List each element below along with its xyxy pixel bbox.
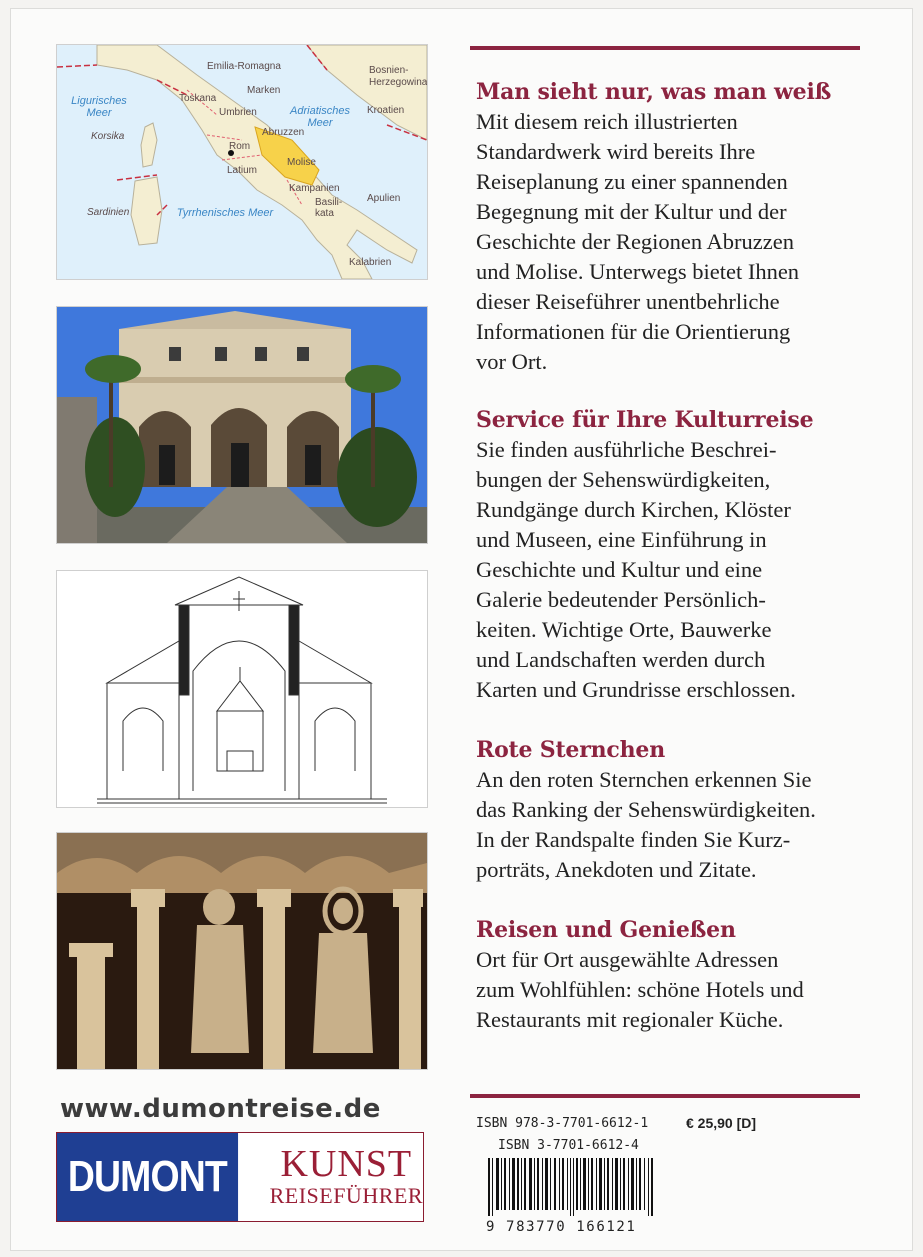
cross-section-image: [57, 571, 427, 807]
body-line: Reiseplanung zu einer spannenden: [476, 169, 788, 194]
body-line: Rundgänge durch Kirchen, Klöster: [476, 497, 791, 522]
isbn-10: ISBN 3-7701-6612-4: [498, 1138, 639, 1153]
dumont-logo: [56, 1132, 424, 1222]
map-label: Kroatien: [367, 105, 405, 116]
top-rule: [470, 46, 860, 50]
sea-label: Ligurisches Meer: [71, 95, 127, 119]
body-line: Informationen für die Orientierung: [476, 319, 791, 344]
body-line: Karten und Grundrisse erschlossen.: [476, 677, 796, 702]
abbey-facade-photo: [56, 306, 428, 544]
sea-label: Tyrrhenisches Meer: [176, 207, 274, 219]
map-label: Emilia-Romagna: [207, 61, 281, 72]
map-label: Sardinien: [87, 207, 130, 218]
map-label: Toskana: [179, 93, 217, 104]
body-line: Mit diesem reich illustrierten: [476, 109, 738, 134]
section-rote-sternchen: [476, 735, 876, 885]
body-line: Galerie bedeutender Persönlich-: [476, 587, 766, 612]
logo-series: [270, 1133, 423, 1221]
section-man-sieht: [476, 77, 876, 377]
region-map: [56, 44, 428, 280]
map-label: Umbrien: [219, 107, 257, 118]
isbn-13: ISBN 978-3-7701-6612-1: [476, 1116, 649, 1131]
map-label: Basili-kata: [315, 197, 343, 219]
body-line: und Museen, eine Einführung in: [476, 527, 767, 552]
map-label: Abruzzen: [262, 127, 305, 138]
map-label: Apulien: [367, 193, 401, 204]
body-line: Geschichte und Kultur und eine: [476, 557, 763, 582]
barcode-digits: 9 783770 166121: [486, 1219, 637, 1235]
body-line: dieser Reiseführer unentbehrliche: [476, 289, 780, 314]
body-line: Begegnung mit der Kultur und der: [476, 199, 787, 224]
logo-reisefuehrer: REISEFÜHRER: [269, 1183, 423, 1208]
body-line: Standardwerk wird bereits Ihre: [476, 139, 756, 164]
map-label: Kalabrien: [349, 257, 392, 268]
bottom-rule: [470, 1094, 860, 1098]
body-line: Geschichte der Regionen Abruzzen: [476, 229, 794, 254]
portal-sculpture-photo: [56, 832, 428, 1070]
map-label: Molise: [287, 157, 316, 168]
body-line: Ort für Ort ausgewählte Adressen: [476, 947, 779, 972]
section-heading: Man sieht nur, was man weiß: [476, 79, 832, 105]
barcode: [488, 1158, 656, 1216]
map-label: Bosnien-Herzegowina: [369, 65, 428, 88]
section-heading: Service für Ihre Kulturreise: [476, 407, 814, 433]
body-line: keiten. Wichtige Orte, Bauwerke: [476, 617, 772, 642]
body-line: und Molise. Unterwegs bietet Ihnen: [476, 259, 800, 284]
logo-kunst: KUNST: [280, 1143, 413, 1185]
section-service: [476, 405, 876, 705]
body-line: Restaurants mit regionaler Küche.: [476, 1007, 784, 1032]
map-label: Rom: [229, 141, 251, 152]
website-url[interactable]: www.dumontreise.de: [60, 1094, 381, 1124]
section-reisen: [476, 915, 876, 1035]
body-line: zum Wohlfühlen: schöne Hotels und: [476, 977, 804, 1002]
abbey-facade-image: [57, 307, 427, 543]
price: € 25,90 [D]: [686, 1115, 757, 1131]
body-line: bungen der Sehenswürdigkeiten,: [476, 467, 771, 492]
body-line: In der Randspalte finden Sie Kurz-: [476, 827, 791, 852]
map-label: Korsika: [91, 131, 125, 142]
map-label: Latium: [227, 165, 258, 176]
body-line: porträts, Anekdoten und Zitate.: [476, 857, 757, 882]
logo-brand: DUMONT: [57, 1133, 238, 1221]
section-heading: Reisen und Genießen: [476, 917, 736, 943]
body-line: und Landschaften werden durch: [476, 647, 766, 672]
body-line: vor Ort.: [476, 349, 548, 374]
church-cross-section-drawing: [56, 570, 428, 808]
section-heading: Rote Sternchen: [476, 737, 665, 763]
body-line: das Ranking der Sehenswürdigkeiten.: [476, 797, 816, 822]
map-label: Kampanien: [289, 183, 340, 194]
body-line: An den roten Sternchen erkennen Sie: [476, 767, 812, 792]
body-line: Sie finden ausführliche Beschrei-: [476, 437, 777, 462]
sculpture-image: [57, 833, 427, 1069]
sea-label: Adriatisches Meer: [290, 105, 350, 129]
map-label: Marken: [247, 85, 281, 96]
